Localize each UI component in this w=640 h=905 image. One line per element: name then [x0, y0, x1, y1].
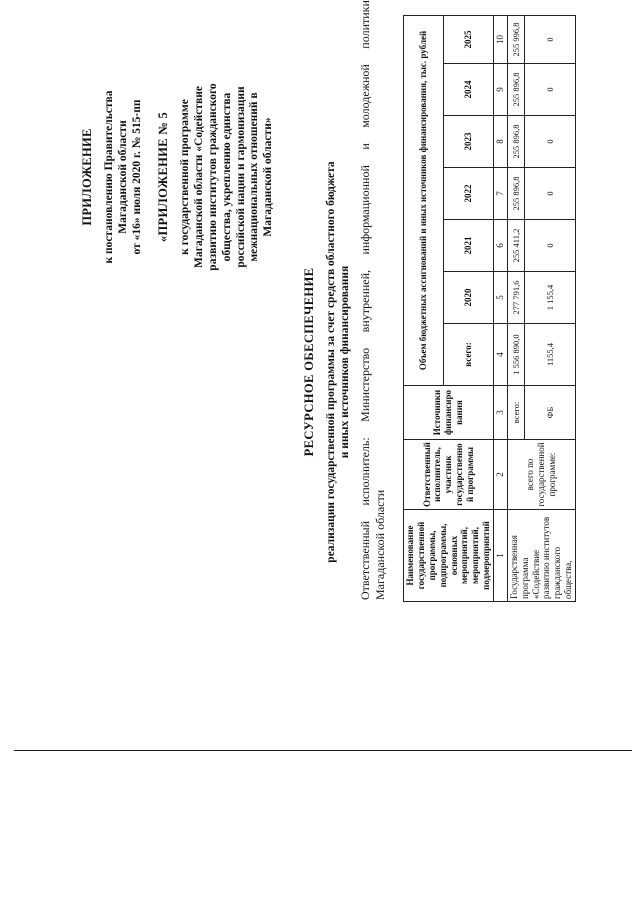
appendix-line: от «16» июля 2020 г. № 515-пп	[130, 99, 143, 255]
appendix-line: Магаданской области	[116, 120, 129, 234]
value-cell: 255 896,8	[508, 168, 525, 220]
appendix-line: к постановлению Правительства	[103, 90, 115, 264]
value-cell: 255 896,8	[508, 64, 525, 116]
rotated-document	[10, 0, 630, 712]
executor-line-1	[358, 0, 373, 600]
appendix-inner-line: общества, укреплению единства	[220, 92, 233, 262]
col-number: 10	[494, 15, 508, 63]
executor-word: информационной	[358, 165, 372, 255]
header-executor: Ответственный исполнитель, участник государственной программы	[404, 440, 494, 510]
value-cell: 277 791,6	[508, 272, 525, 324]
appendix-inner-line: межнациональных отношений в	[248, 92, 261, 262]
header-year: 2025	[444, 15, 494, 63]
document-heading	[302, 52, 353, 672]
heading-title: РЕСУРСНОЕ ОБЕСПЕЧЕНИЕ	[302, 267, 316, 457]
value-cell: 0	[524, 64, 575, 116]
value-cell: 1 556 890,0	[508, 324, 525, 386]
executor-word: политики	[358, 0, 372, 49]
appendix-inner-line: Магаданской области «Содействие	[193, 86, 206, 268]
appendix-inner-line: российской нации и гармонизации	[234, 86, 247, 268]
executor-word: и	[358, 143, 372, 150]
col-number: 5	[494, 272, 508, 324]
responsible-executor	[358, 0, 388, 600]
appendix-inner-title: «ПРИЛОЖЕНИЕ № 5	[156, 111, 171, 243]
header-year: 2023	[444, 116, 494, 168]
value-cell: 255 411,2	[508, 220, 525, 272]
program-executor: всего по государственной программе:	[508, 440, 576, 510]
heading-line-2: реализации государственной программы за счет средств областного бюджета	[325, 161, 337, 563]
resource-table	[403, 15, 576, 602]
appendix-inner-line: Магаданской области»	[262, 117, 275, 237]
executor-word: Ответственный	[358, 520, 372, 600]
appendix-inner-line: развитию институтов гражданского	[206, 83, 219, 271]
header-name: Наименование государственной программы, подпрограммы, основных мероприятий, мероприятий, подмероприятий	[404, 510, 494, 602]
table-number-row	[494, 15, 508, 601]
source-cell: ФБ	[524, 386, 575, 440]
executor-word: внутренней,	[358, 269, 372, 333]
value-cell: 0	[524, 168, 575, 220]
appendix-inner-line: к государственной программе	[179, 99, 192, 255]
header-total: всего:	[444, 324, 494, 386]
value-cell: 255 896,8	[508, 116, 525, 168]
value-cell: 0	[524, 116, 575, 168]
appendix-block	[80, 52, 276, 302]
page-divider-line	[14, 750, 632, 751]
header-source: Источники финансирования	[404, 386, 494, 440]
table-header-row	[404, 15, 444, 601]
appendix-title: ПРИЛОЖЕНИЕ	[80, 128, 94, 226]
col-number: 4	[494, 324, 508, 386]
col-number: 9	[494, 64, 508, 116]
col-number: 8	[494, 116, 508, 168]
col-number: 1	[494, 510, 508, 602]
header-year: 2022	[444, 168, 494, 220]
value-cell: 1 155,4	[524, 272, 575, 324]
executor-line-2: Магаданской области	[373, 489, 387, 600]
value-cell: 0	[524, 220, 575, 272]
source-cell: всего:	[508, 386, 525, 440]
header-year: 2021	[444, 220, 494, 272]
executor-word: исполнитель:	[358, 437, 372, 506]
table-row	[508, 15, 525, 601]
value-cell: 255 996,8	[508, 15, 525, 63]
executor-word: Министерство	[358, 347, 372, 422]
col-number: 2	[494, 440, 508, 510]
col-number: 3	[494, 386, 508, 440]
value-cell: 0	[524, 15, 575, 63]
heading-line-3: и иных источников финансирования	[338, 265, 351, 459]
col-number: 6	[494, 220, 508, 272]
header-year: 2024	[444, 64, 494, 116]
header-budget-group: Объем бюджетных ассигнований и иных источников финансирования, тыс. рублей	[404, 15, 444, 385]
header-year: 2020	[444, 272, 494, 324]
value-cell: 1155,4	[524, 324, 575, 386]
program-name: Государственная программа «Содействие развитию институтов гражданского общества,	[508, 510, 576, 602]
executor-word: молодежной	[358, 64, 372, 128]
col-number: 7	[494, 168, 508, 220]
